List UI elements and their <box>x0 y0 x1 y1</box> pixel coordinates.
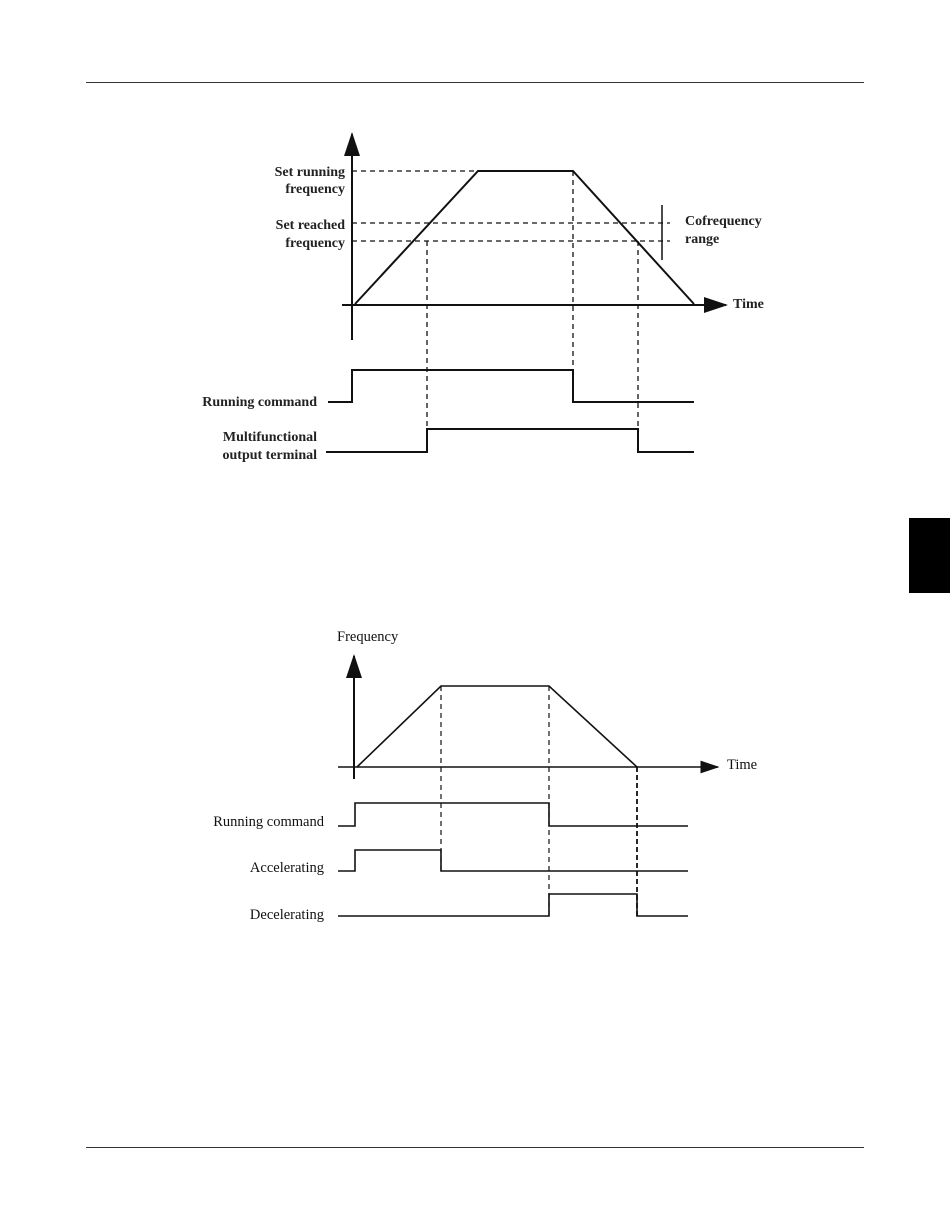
d1-label-set-running-1: Set running <box>274 165 345 180</box>
d2-accelerating-wave <box>338 850 688 871</box>
d1-frequency-curve <box>355 171 694 304</box>
d1-label-set-reached-2: frequency <box>285 236 345 251</box>
d2-label-decelerating: Decelerating <box>249 907 324 923</box>
d1-label-cofrequency-1: Cofrequency <box>685 214 762 229</box>
cofrequency-diagram <box>202 134 764 463</box>
d1-label-multifunctional-2: output terminal <box>222 448 317 463</box>
d1-label-running-command: Running command <box>202 395 317 410</box>
d1-label-time: Time <box>733 297 764 312</box>
d2-label-running-command: Running command <box>213 814 324 830</box>
d1-label-multifunctional-1: Multifunctional <box>222 430 317 445</box>
d1-label-cofrequency-2: range <box>685 232 720 247</box>
d2-frequency-curve <box>357 686 637 767</box>
d2-running-command-wave <box>338 803 688 826</box>
accel-decel-diagram <box>213 629 757 923</box>
d1-running-command-wave <box>328 370 694 402</box>
d2-label-accelerating: Accelerating <box>249 860 324 876</box>
d2-decelerating-wave <box>338 894 688 916</box>
d1-label-set-running-2: frequency <box>285 182 345 197</box>
d2-label-frequency: Frequency <box>337 629 399 645</box>
d2-label-time: Time <box>727 757 758 773</box>
d1-multifunctional-output-wave <box>326 429 694 452</box>
d1-label-set-reached-1: Set reached <box>275 218 345 233</box>
